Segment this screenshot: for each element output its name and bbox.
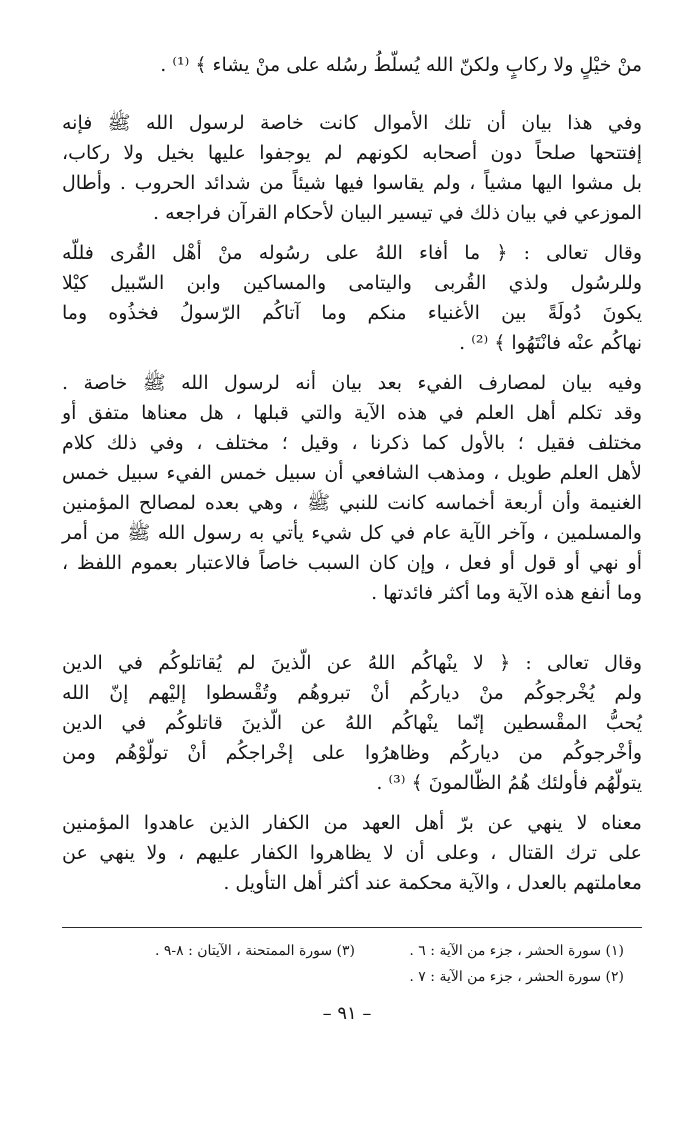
text-line: على ترك القتال ، وعلى أن لا يظاهروا الكفار عليهم ، ولا ينهي عن [62,842,642,864]
text-line: إفتتحها صلحاً دون أصحابه لكونهم لم يوجفوا عليها بخيل ولا ركاب، [62,142,642,164]
text-line: نهاكُم عنْه فانْتَهُوا ﴾ ⁽²⁾ . [459,332,642,354]
commentary-paragraph-2 [62,368,642,608]
verse-continuation [62,50,642,80]
page-number: – ٩١ – [322,1003,372,1024]
verse-paragraph-3 [62,648,642,798]
text-line: مختلف فقيل ؛ بالأول كما ذكرنا ، وقيل ؛ مختلف ، وفي ذلك كلام [62,432,642,454]
footnote-empty [86,964,355,990]
footnote: (٢) سورة الحشر ، جزء من الآية : ٧ . [409,969,624,985]
text-line: أو نهي أو قول أو فعل ، وإن كان السبب خاصاً فالاعتبار بعموم اللفظ ، [62,552,642,574]
text-line: الموزعي في بيان ذلك في تيسير البيان لأحكام القرآن فراجعه . [153,202,642,224]
text-line: منْ خيْلٍ ولا ركابٍ ولكنّ الله يُسلّطُ رسُله على منْ يشاء ﴾ ⁽¹⁾ . [160,54,642,76]
text-line: وللرسُول ولذي القُربى واليتامى والمساكين وابن السّبيل كيْلا [62,272,642,294]
text-line: معاملتهم بالعدل ، والآية محكمة عند أكثر أهل التأويل . [223,872,642,894]
footnote: (١) سورة الحشر ، جزء من الآية : ٦ . [409,943,624,959]
verse-paragraph-2 [62,238,642,358]
text-line: والمسلمين ، وآخر الآية عام في كل شيء يأتي به رسول الله ﷺ من أمر [62,522,642,544]
footnotes [86,938,624,990]
text-line: ولم يُخْرجوكُم منْ دياركُم أنْ تبروهُم وتُقْسطوا إليْهم إنّ الله [62,682,642,704]
text-line: بل مشوا اليها مشياً ، ولم يقاسوا فيها شيئاً من شدائد الحروب . وأطال [62,172,642,194]
footnote: (٣) سورة الممتحنة ، الآيتان : ٨-٩ . [154,943,355,959]
text-line: يُحبُّ المقْسطين إنّما ينْهاكُم اللهُ عن الّذينَ قاتلوكُم في الدين [62,712,642,734]
text-line: وفي هذا بيان أن تلك الأموال كانت خاصة لرسول الله ﷺ فإنه [62,112,642,134]
text-line: وقال تعالى : ﴿ ما أفاء اللهُ على رسُوله منْ أهْل القُرى فللّه [62,242,642,264]
text-line: وقد تكلم أهل العلم في هذه الآية والتي قبلها ، هل معناها متفق أو [62,402,642,424]
commentary-paragraph-3 [62,808,642,898]
text-line: يتولّهُم فأولئك هُمُ الظّالمونَ ﴾ ⁽³⁾ . [376,772,642,794]
footnote-divider [62,927,642,928]
footnote-row [86,964,624,990]
text-line: وأخْرجوكُم من دياركُم وظاهرُوا على إخْراجكُم أنْ تولّوْهُم ومن [62,742,642,764]
text-line: الغنيمة وأن أربعة أخماسه كانت للنبي ﷺ ، وهي بعده لمصالح المؤمنين [62,492,642,514]
text-line: وقال تعالى : ﴿ لا ينْهاكُم اللهُ عن الّذينَ لم يُقاتلوكُم في الدين [62,652,642,674]
text-line: يكونَ دُولَةً بين الأغنياء منكم وما آتاكُم الرّسولُ فخذُوه وما [62,302,642,324]
text-line: وما أنفع هذه الآية وما أكثر فائدتها . [371,582,642,604]
footnote-row [86,938,624,964]
text-line: وفيه بيان لمصارف الفيء بعد بيان أنه لرسول الله ﷺ خاصة . [62,372,642,394]
commentary-paragraph-1 [62,108,642,228]
text-line: معناه لا ينهي عن برّ أهل العهد من الكفار الذين عاهدوا المؤمنين [62,812,642,834]
text-line: لأهل العلم طويل ، ومذهب الشافعي أن سبيل خمس الفيء سبيل خمس [62,462,642,484]
